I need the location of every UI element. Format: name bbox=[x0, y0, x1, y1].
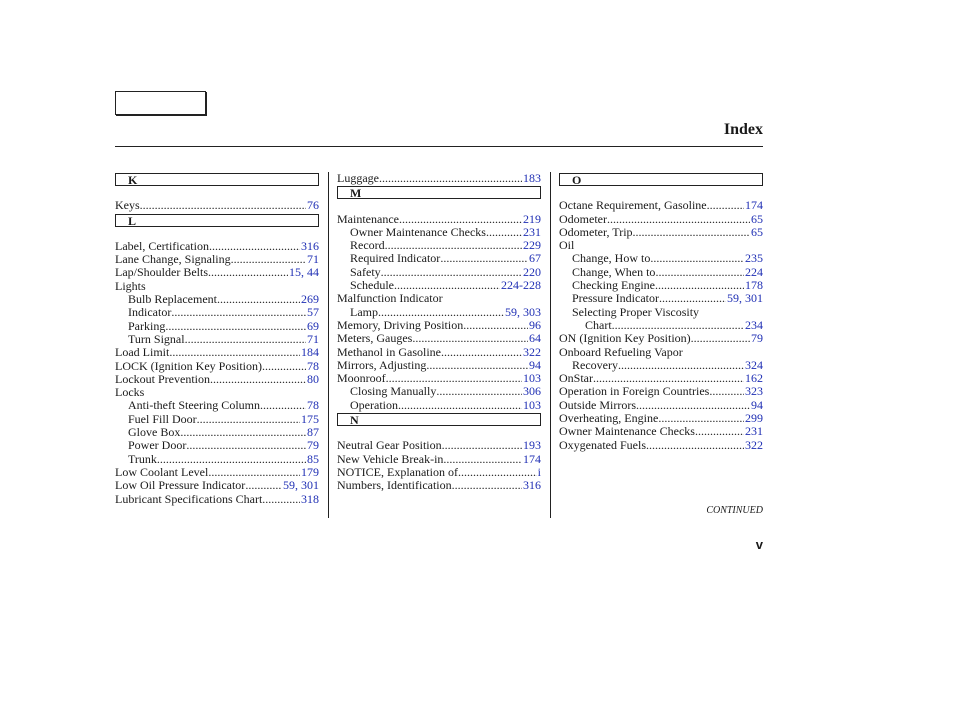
index-entry bbox=[115, 413, 319, 426]
page-link[interactable]: 85 bbox=[307, 451, 319, 466]
page-link[interactable]: 224 bbox=[745, 264, 763, 279]
entry-label: Operation in Foreign Countries bbox=[559, 384, 710, 399]
section-letter-o: O bbox=[559, 173, 763, 186]
index-entry bbox=[337, 279, 541, 292]
entry-label: Lap/Shoulder Belts bbox=[115, 265, 208, 280]
index-heading: Oil bbox=[559, 238, 575, 253]
index-entry bbox=[337, 372, 541, 385]
page-link[interactable]: 67 bbox=[529, 251, 541, 266]
dot-leader bbox=[157, 453, 306, 466]
entry-label: Change, When to bbox=[572, 264, 656, 279]
index-entry bbox=[559, 279, 763, 292]
entry-label: Pressure Indicator bbox=[572, 291, 659, 306]
spacer bbox=[337, 426, 541, 439]
index-entry bbox=[559, 359, 763, 372]
dot-leader bbox=[398, 399, 522, 412]
entry-label: Turn Signal bbox=[128, 331, 185, 346]
index-entry bbox=[337, 266, 541, 279]
index-heading: Selecting Proper Viscosity bbox=[572, 304, 700, 319]
dot-leader bbox=[379, 172, 522, 185]
entry-label: Owner Maintenance Checks bbox=[350, 224, 486, 239]
page-link[interactable]: 78 bbox=[307, 358, 319, 373]
page-link[interactable]: 224-228 bbox=[501, 278, 541, 293]
entry-label: Bulb Replacement bbox=[128, 292, 217, 307]
entry-label: Mirrors, Adjusting bbox=[337, 357, 427, 372]
dot-leader bbox=[386, 372, 522, 385]
page-link[interactable]: 87 bbox=[307, 425, 319, 440]
index-entry bbox=[115, 466, 319, 479]
entry-label: NOTICE, Explanation of bbox=[337, 464, 458, 479]
section-letter-n: N bbox=[337, 413, 541, 426]
page-link[interactable]: 178 bbox=[745, 278, 763, 293]
page-link[interactable]: 96 bbox=[529, 317, 541, 332]
page-link[interactable]: 299 bbox=[745, 411, 763, 426]
index-entry bbox=[559, 199, 763, 212]
page-link[interactable]: 235 bbox=[745, 251, 763, 266]
header-rule bbox=[115, 146, 763, 147]
spacer bbox=[337, 199, 541, 212]
dot-leader bbox=[655, 279, 744, 292]
page-link[interactable]: 219 bbox=[523, 211, 541, 226]
index-entry bbox=[559, 226, 763, 239]
continued-note: CONTINUED bbox=[706, 505, 763, 516]
page-link[interactable]: 316 bbox=[301, 238, 319, 253]
entry-label: Checking Engine bbox=[572, 278, 655, 293]
dot-leader bbox=[169, 346, 300, 359]
index-entry bbox=[559, 412, 763, 425]
index-entry bbox=[115, 426, 319, 439]
page-link[interactable]: 183 bbox=[523, 171, 541, 185]
index-entry bbox=[115, 479, 319, 492]
dot-leader bbox=[636, 399, 750, 412]
dot-leader bbox=[245, 479, 282, 492]
index-entry bbox=[337, 239, 541, 252]
entry-label: Lane Change, Signaling bbox=[115, 252, 231, 267]
dot-leader bbox=[140, 199, 306, 212]
entry-label: Safety bbox=[350, 264, 381, 279]
index-heading: Lights bbox=[115, 278, 146, 293]
dot-leader bbox=[633, 226, 750, 239]
entry-label: Load Limit bbox=[115, 345, 170, 360]
entry-label: Label, Certification bbox=[115, 238, 209, 253]
entry-label: Owner Maintenance Checks bbox=[559, 424, 695, 439]
index-entry bbox=[337, 346, 541, 359]
column-divider bbox=[550, 172, 551, 518]
section-letter-m: M bbox=[337, 186, 541, 199]
index-heading: Locks bbox=[115, 385, 145, 400]
entry-label: Odometer bbox=[559, 211, 607, 226]
dot-leader bbox=[646, 439, 744, 452]
index-entry bbox=[115, 493, 319, 506]
index-entry bbox=[559, 319, 763, 332]
dot-leader bbox=[655, 266, 744, 279]
entry-label: Change, How to bbox=[572, 251, 651, 266]
page-link[interactable]: 231 bbox=[745, 424, 763, 439]
spacer bbox=[115, 186, 319, 199]
dot-leader bbox=[463, 319, 528, 332]
entry-label: Outside Mirrors bbox=[559, 397, 636, 412]
dot-leader bbox=[709, 385, 744, 398]
index-entry bbox=[115, 306, 319, 319]
index-entry bbox=[115, 253, 319, 266]
entry-label: Power Door bbox=[128, 438, 187, 453]
index-tab-box bbox=[115, 91, 206, 115]
page-link[interactable]: 79 bbox=[751, 331, 763, 346]
page-link[interactable]: 322 bbox=[523, 344, 541, 359]
page-link[interactable]: 316 bbox=[523, 478, 541, 493]
index-entry bbox=[115, 373, 319, 386]
index-entry bbox=[337, 385, 541, 398]
page-link[interactable]: 71 bbox=[307, 331, 319, 346]
dot-leader bbox=[441, 346, 522, 359]
page-link[interactable]: 193 bbox=[523, 438, 541, 453]
page-link[interactable]: 175 bbox=[301, 411, 319, 426]
dot-leader bbox=[442, 439, 522, 452]
index-entry bbox=[559, 425, 763, 438]
dot-leader bbox=[412, 332, 528, 345]
entry-label: Indicator bbox=[128, 305, 172, 320]
page-link[interactable]: 76 bbox=[307, 198, 319, 213]
index-column-3 bbox=[559, 172, 763, 452]
entry-label: Trunk bbox=[128, 451, 157, 466]
dot-leader bbox=[440, 252, 528, 265]
index-entry bbox=[559, 292, 763, 305]
index-entry bbox=[559, 372, 763, 385]
index-entry bbox=[337, 213, 541, 226]
index-entry bbox=[337, 319, 541, 332]
entry-label: Neutral Gear Position bbox=[337, 438, 442, 453]
entry-label: Closing Manually bbox=[350, 384, 437, 399]
index-entry bbox=[115, 439, 319, 452]
entry-label: Luggage bbox=[337, 171, 379, 185]
page-link[interactable]: 179 bbox=[301, 464, 319, 479]
page-link[interactable]: 174 bbox=[523, 451, 541, 466]
dot-leader bbox=[262, 360, 306, 373]
entry-label: Octane Requirement, Gasoline bbox=[559, 198, 707, 213]
index-entry bbox=[337, 226, 541, 239]
page-title: Index bbox=[723, 121, 763, 138]
dot-leader bbox=[385, 239, 522, 252]
index-entry bbox=[115, 399, 319, 412]
dot-leader bbox=[209, 240, 300, 253]
index-entry bbox=[337, 306, 541, 319]
dot-leader bbox=[260, 399, 306, 412]
dot-leader bbox=[381, 266, 522, 279]
page-link[interactable]: 229 bbox=[523, 238, 541, 253]
index-entry bbox=[337, 479, 541, 492]
dot-leader bbox=[452, 479, 522, 492]
page-link[interactable]: 59, 303 bbox=[505, 304, 541, 319]
page-link[interactable]: 174 bbox=[745, 198, 763, 213]
entry-label: Memory, Driving Position bbox=[337, 317, 464, 332]
dot-leader bbox=[217, 293, 300, 306]
entry-label: Chart bbox=[585, 317, 612, 332]
page-link[interactable]: 103 bbox=[523, 371, 541, 386]
index-entry bbox=[559, 385, 763, 398]
index-entry bbox=[115, 346, 319, 359]
dot-leader bbox=[458, 466, 537, 479]
page-link[interactable]: 324 bbox=[745, 357, 763, 372]
entry-label: Maintenance bbox=[337, 211, 399, 226]
page-link[interactable]: 234 bbox=[745, 317, 763, 332]
entry-label: Glove Box bbox=[128, 425, 181, 440]
index-entry bbox=[337, 399, 541, 412]
entry-label: Recovery bbox=[572, 357, 618, 372]
dot-leader bbox=[695, 425, 744, 438]
page-link[interactable]: 322 bbox=[745, 437, 763, 452]
entry-label: Keys bbox=[115, 198, 140, 213]
entry-label: Record bbox=[350, 238, 385, 253]
page-link[interactable]: 57 bbox=[307, 305, 319, 320]
page-number: v bbox=[755, 537, 763, 552]
dot-leader bbox=[426, 359, 528, 372]
entry-label: Overheating, Engine bbox=[559, 411, 659, 426]
entry-label: Operation bbox=[350, 397, 398, 412]
section-letter-k: K bbox=[115, 173, 319, 186]
dot-leader bbox=[658, 412, 744, 425]
dot-leader bbox=[618, 359, 744, 372]
entry-label: Methanol in Gasoline bbox=[337, 344, 441, 359]
page-link[interactable]: 69 bbox=[307, 318, 319, 333]
index-entry bbox=[337, 466, 541, 479]
dot-leader bbox=[650, 252, 744, 265]
dot-leader bbox=[197, 413, 300, 426]
index-entry bbox=[115, 293, 319, 306]
column-divider bbox=[328, 172, 329, 518]
page-link[interactable]: 318 bbox=[301, 491, 319, 506]
index-entry bbox=[337, 453, 541, 466]
page-link[interactable]: 94 bbox=[751, 397, 763, 412]
entry-label: New Vehicle Break-in bbox=[337, 451, 444, 466]
entry-label: ON (Ignition Key Position) bbox=[559, 331, 691, 346]
dot-leader bbox=[443, 453, 522, 466]
spacer bbox=[559, 186, 763, 199]
page-link[interactable]: 15, 44 bbox=[289, 265, 319, 280]
entry-label: Anti-theft Steering Column bbox=[128, 398, 260, 413]
dot-leader bbox=[607, 213, 750, 226]
entry-label: OnStar bbox=[559, 371, 593, 386]
entry-label: Parking bbox=[128, 318, 166, 333]
entry-label: Low Oil Pressure Indicator bbox=[115, 478, 246, 493]
dot-leader bbox=[593, 372, 744, 385]
index-entry bbox=[559, 439, 763, 452]
index-entry bbox=[115, 266, 319, 279]
index-entry bbox=[559, 399, 763, 412]
page-link[interactable]: 71 bbox=[307, 252, 319, 267]
dot-leader bbox=[231, 253, 306, 266]
entry-label: Oxygenated Fuels bbox=[559, 437, 646, 452]
page-link[interactable]: 162 bbox=[745, 371, 763, 386]
page-link[interactable]: 269 bbox=[301, 292, 319, 307]
page-link[interactable]: 231 bbox=[523, 224, 541, 239]
dot-leader bbox=[436, 385, 522, 398]
index-entry bbox=[337, 252, 541, 265]
page-link[interactable]: 79 bbox=[307, 438, 319, 453]
dot-leader bbox=[171, 306, 306, 319]
page-link[interactable]: 78 bbox=[307, 398, 319, 413]
page-link[interactable]: 59, 301 bbox=[283, 478, 319, 493]
index-entry bbox=[559, 213, 763, 226]
dot-leader bbox=[691, 332, 750, 345]
index-entry bbox=[115, 320, 319, 333]
page-link[interactable]: 65 bbox=[751, 211, 763, 226]
dot-leader bbox=[208, 466, 300, 479]
index-entry bbox=[559, 252, 763, 265]
page-link[interactable]: 65 bbox=[751, 224, 763, 239]
entry-label: Low Coolant Level bbox=[115, 464, 209, 479]
entry-label: Odometer, Trip bbox=[559, 224, 633, 239]
dot-leader bbox=[208, 266, 288, 279]
index-entry bbox=[337, 332, 541, 345]
page-link[interactable]: 59, 301 bbox=[727, 291, 763, 306]
index-heading: Onboard Refueling Vapor bbox=[559, 344, 683, 359]
index-entry bbox=[115, 333, 319, 346]
dot-leader bbox=[612, 319, 744, 332]
page-link[interactable]: 94 bbox=[529, 357, 541, 372]
entry-label: LOCK (Ignition Key Position) bbox=[115, 358, 262, 373]
spacer bbox=[115, 227, 319, 240]
page-link[interactable]: 103 bbox=[523, 397, 541, 412]
index-column-2 bbox=[337, 172, 541, 493]
page-link[interactable]: 220 bbox=[523, 264, 541, 279]
dot-leader bbox=[399, 213, 522, 226]
entry-label: Lamp bbox=[350, 304, 378, 319]
index-entry bbox=[115, 199, 319, 212]
index-heading: Malfunction Indicator bbox=[337, 291, 443, 306]
dot-leader bbox=[165, 320, 306, 333]
entry-label: Numbers, Identification bbox=[337, 478, 452, 493]
section-letter-l: L bbox=[115, 214, 319, 227]
entry-label: Moonroof bbox=[337, 371, 386, 386]
index-entry bbox=[337, 359, 541, 372]
dot-leader bbox=[378, 306, 504, 319]
entry-label: Lockout Prevention bbox=[115, 371, 210, 386]
dot-leader bbox=[186, 439, 306, 452]
dot-leader bbox=[180, 426, 306, 439]
dot-leader bbox=[394, 279, 500, 292]
page-link[interactable]: 323 bbox=[745, 384, 763, 399]
index-entry bbox=[115, 453, 319, 466]
page-link[interactable]: i bbox=[537, 464, 541, 479]
page-link[interactable]: 184 bbox=[301, 345, 319, 360]
entry-label: Fuel Fill Door bbox=[128, 411, 197, 426]
dot-leader bbox=[659, 292, 726, 305]
index-entry bbox=[337, 439, 541, 452]
dot-leader bbox=[707, 199, 744, 212]
index-entry bbox=[559, 266, 763, 279]
page-link[interactable]: 64 bbox=[529, 331, 541, 346]
dot-leader bbox=[262, 493, 300, 506]
index-entry bbox=[559, 332, 763, 345]
index-entry bbox=[115, 360, 319, 373]
dot-leader bbox=[486, 226, 522, 239]
entry-label: Lubricant Specifications Chart bbox=[115, 491, 263, 506]
index-entry bbox=[115, 240, 319, 253]
dot-leader bbox=[185, 333, 306, 346]
index-entry bbox=[337, 172, 541, 185]
dot-leader bbox=[210, 373, 306, 386]
page-link[interactable]: 306 bbox=[523, 384, 541, 399]
index-column-1 bbox=[115, 172, 319, 506]
entry-label: Meters, Gauges bbox=[337, 331, 413, 346]
entry-label: Required Indicator bbox=[350, 251, 441, 266]
page-link[interactable]: 80 bbox=[307, 371, 319, 386]
entry-label: Schedule bbox=[350, 278, 394, 293]
